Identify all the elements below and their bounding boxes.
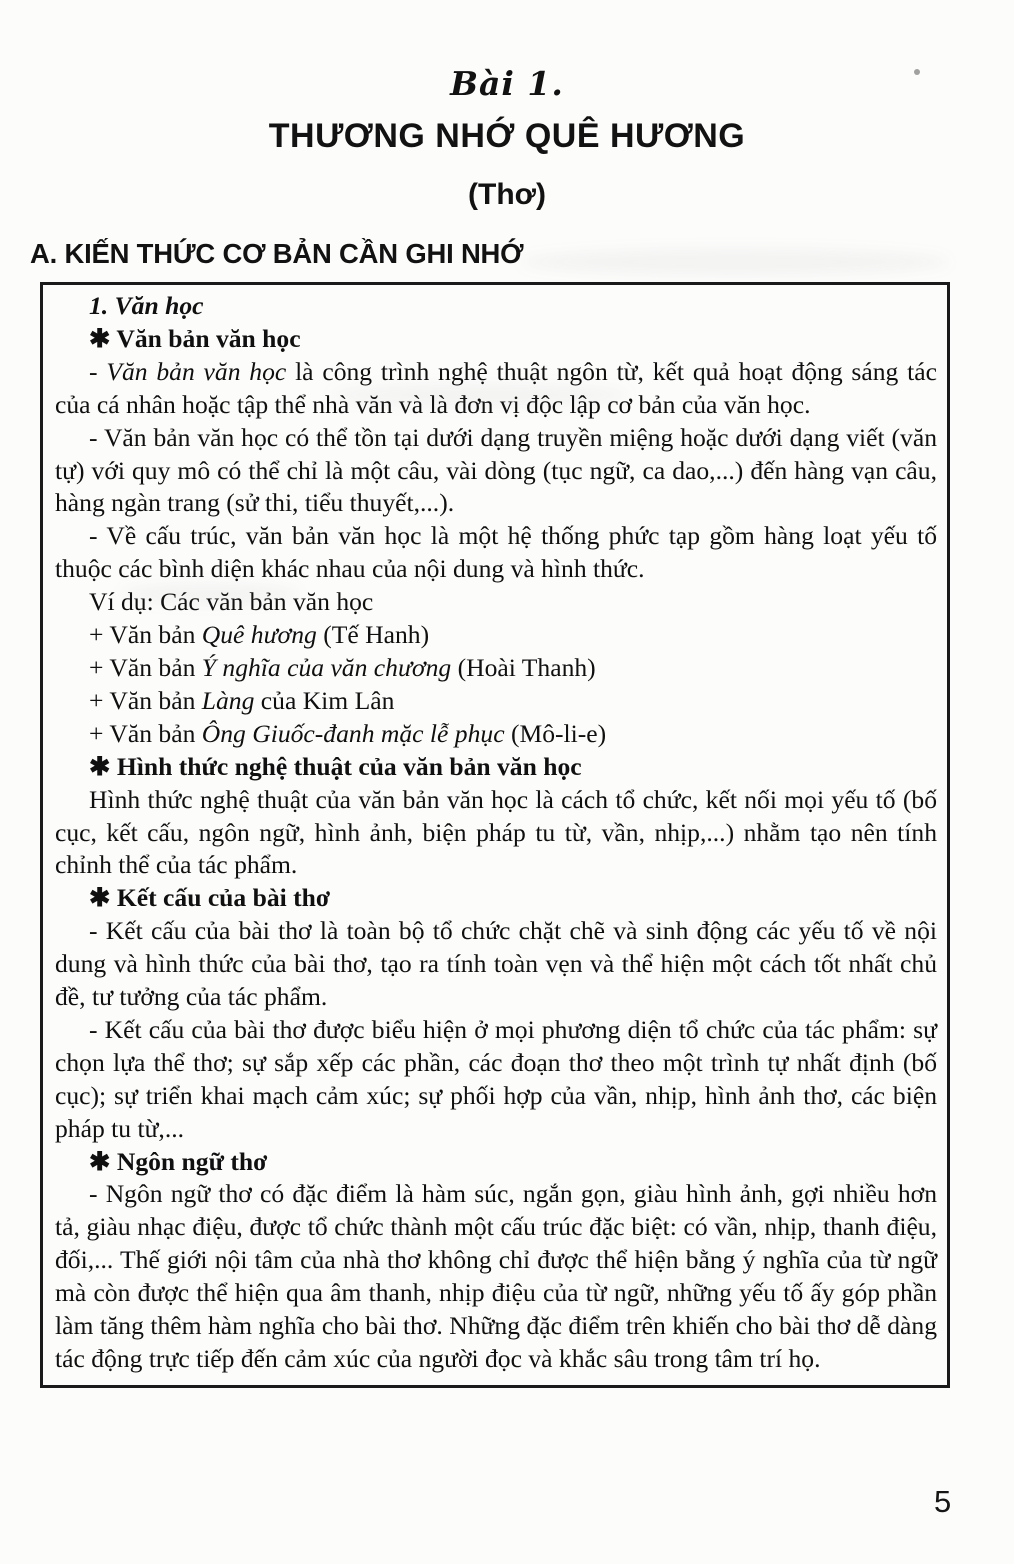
- work-title: Quê hương: [201, 620, 317, 650]
- knowledge-box: [40, 282, 950, 1388]
- example-item: [55, 718, 937, 751]
- example-intro: Ví dụ: Các văn bản văn học: [89, 587, 374, 617]
- term-italic: Văn bản văn học: [106, 356, 287, 386]
- example-suffix: (Mô-li-e): [504, 718, 607, 748]
- paragraph-lead: -: [89, 356, 107, 386]
- example-item: [55, 685, 937, 718]
- work-title: Ông Giuốc-đanh mặc lễ phục: [201, 718, 505, 748]
- paragraph-ket-cau-2: - Kết cấu của bài thơ được biểu hiện ở mọi phương diện tổ chức của tác phẩm: sự chọn lựa thể thơ; sự sắp xếp các phần, các đoạn thơ theo một trình tự nhất định (bố cục); sự triển khai mạch cảm xúc; sự phối hợp của vần, nhịp, hình ảnh thơ, các biện pháp tu từ,...: [55, 1014, 937, 1143]
- paragraph-dinh-nghia-van-ban: [55, 356, 937, 422]
- example-suffix: của Kim Lân: [254, 685, 395, 715]
- paragraph-rest: là công trình nghệ thuật ngôn từ, kết quả hoạt động sáng tác của cá nhân hoặc tập thể nhà văn và là đơn vị độc lập cơ bản của văn học.: [55, 356, 937, 419]
- section-heading: A. KIẾN THỨC CƠ BẢN CẦN GHI NHỚ: [30, 238, 524, 269]
- example-prefix: + Văn bản: [89, 620, 202, 650]
- work-title: Ý nghĩa của văn chương: [201, 652, 452, 682]
- page-subtitle: (Thơ): [468, 178, 546, 211]
- example-prefix: + Văn bản: [89, 718, 202, 748]
- example-item: [55, 652, 937, 685]
- example-item: [55, 619, 937, 652]
- paragraph-cau-truc: - Về cấu trúc, văn bản văn học là một hệ thống phức tạp gồm hàng loạt yếu tố thuộc các bình diện khác nhau của nội dung và hình thức.: [55, 521, 937, 584]
- work-title: Làng: [201, 685, 255, 715]
- example-suffix: (Hoài Thanh): [451, 652, 596, 682]
- subsection-title-van-hoc: 1. Văn học: [89, 291, 204, 320]
- subheading-ngon-ngu-tho: ✱ Ngôn ngữ thơ: [89, 1146, 268, 1176]
- subheading-hinh-thuc-nghe-thuat: ✱ Hình thức nghệ thuật của văn bản văn học: [89, 751, 582, 781]
- example-prefix: + Văn bản: [89, 652, 202, 682]
- page-title: THƯƠNG NHỚ QUÊ HƯƠNG: [268, 117, 746, 155]
- paragraph-hinh-thuc: Hình thức nghệ thuật của văn bản văn học là cách tổ chức, kết nối mọi yếu tố (bố cục, kết cấu, ngôn ngữ, hình ảnh, biện pháp tu từ, vần, nhịp,...) nhằm tạo nên tính chỉnh thể của tác phẩm.: [55, 784, 937, 880]
- paragraph-ton-tai: - Văn bản văn học có thể tồn tại dưới dạng truyền miệng hoặc dưới dạng viết (văn tự) với quy mô có thể chỉ là một câu, vài dòng (tục ngữ, ca dao,...) đến hàng vạn câu, hàng ngàn trang (sử thi, tiểu thuyết,...).: [55, 422, 937, 518]
- book-page: [0, 64, 1014, 1564]
- lesson-label: Bài 1.: [450, 64, 564, 103]
- paragraph-ngon-ngu-tho: - Ngôn ngữ thơ có đặc điểm là hàm súc, ngắn gọn, giàu hình ảnh, gợi nhiều hơn tả, giàu nhạc điệu, được tổ chức thành một cấu trúc đặc biệt: có vần, nhịp, thanh điệu, đối,... Thế giới nội tâm của nhà thơ không chỉ được thể hiện bằng ý nghĩa của từ ngữ mà còn được thể hiện qua âm thanh, nhịp điệu của từ ngữ, những yếu tố ấy góp phần làm tăng thêm hàm nghĩa cho bài thơ. Những đặc điểm trên khiến cho bài thơ dễ dàng tác động trực tiếp đến cảm xúc của người đọc và khắc sâu trong tâm trí họ.: [55, 1179, 937, 1373]
- subheading-ket-cau: ✱ Kết cấu của bài thơ: [89, 883, 331, 913]
- example-prefix: + Văn bản: [89, 685, 202, 715]
- paragraph-ket-cau-1: - Kết cấu của bài thơ là toàn bộ tổ chức chặt chẽ và sinh động các yếu tố về nội dung và hình thức của bài thơ, tạo ra tính toàn vẹn và thể hiện một cách tốt nhất chủ đề, tư tưởng của tác phẩm.: [55, 916, 937, 1012]
- example-suffix: (Tế Hanh): [316, 620, 430, 650]
- subheading-van-ban-van-hoc: ✱ Văn bản văn học: [89, 323, 301, 353]
- page-number: 5: [934, 1484, 952, 1519]
